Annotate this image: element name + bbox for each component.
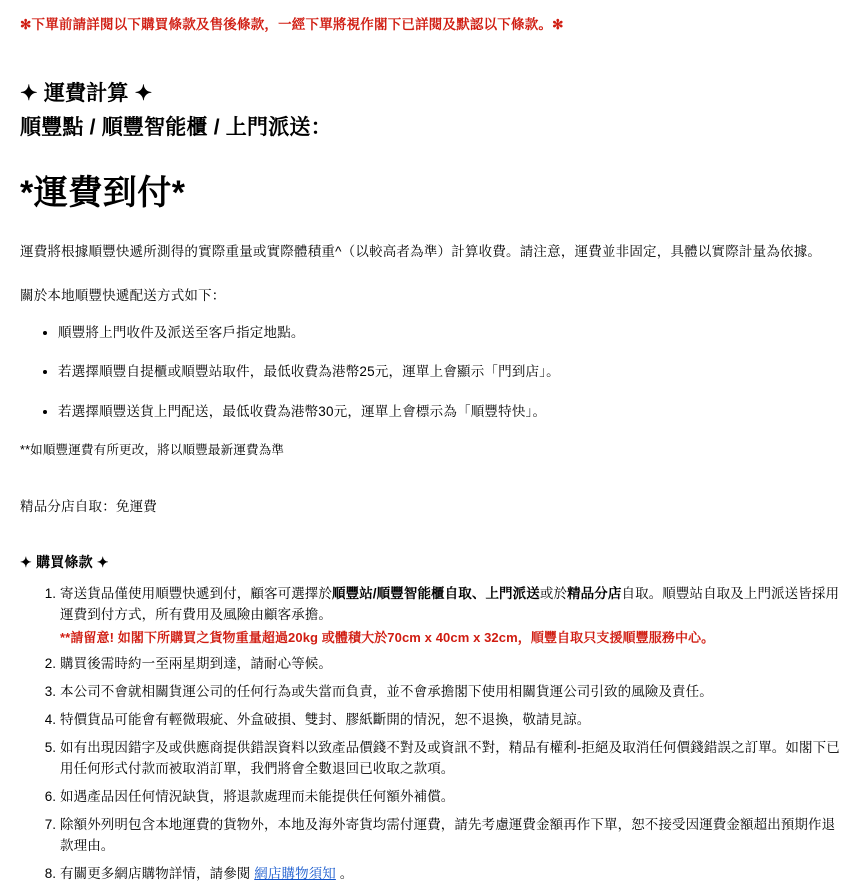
purchase-terms-title: ✦ 購買條款 ✦	[20, 553, 109, 570]
list-item: • 若選擇順豐自提櫃或順豐站取件，最低收費為港幣25元，運單上會顯示「門到店」。	[58, 361, 841, 383]
list-item: • 若選擇順豐送貨上門配送，最低收費為港幣30元，運單上會標示為「順豐特快」。	[58, 401, 841, 423]
terms-emphasis-text: 順豐站/順豐智能櫃自取、上門派送	[332, 585, 540, 601]
freight-collect-label: *運費到付*	[20, 173, 186, 212]
terms-text: 本公司不會就相關貨運公司的任何行為或失當而負責，並不會承擔閣下使用相關貨運公司引致的風險及責任。	[60, 684, 713, 700]
terms-text: 寄送貨品僅使用順豐快遞到付，顧客可選擇於	[60, 585, 332, 601]
terms-text: 購買後需時約一至兩星期到達，請耐心等候。	[60, 656, 332, 672]
shipping-intro-text: 運費將根據順豐快遞所測得的實際重量或實際體積重^（以較高者為準）計算收費。請注意，運費並非固定，具體以實際計量為依據。	[20, 244, 822, 260]
list-item: • 順豐將上門收件及派送至客戶指定地點。	[58, 322, 841, 344]
top-notice: ✻下單前請詳閱以下購買條款及售後條款，一經下單將視作閣下已詳閱及默認以下條款。✻	[20, 17, 564, 32]
terms-list-item	[60, 738, 841, 780]
local-delivery-intro: 關於本地順豐快遞配送方式如下：	[20, 287, 226, 303]
shipping-method-list	[20, 322, 841, 423]
shipping-subheading: 順豐點 / 順豐智能櫃 / 上門派送：	[20, 116, 332, 140]
terms-text: 如有出現因錯字及或供應商提供錯誤資料以致產品價錢不對及或資訊不對，精品有權利-拒絕及取消任何價錢錯誤之訂單。如閣下已用任何形式付款而被取消訂單，我們將會全數退回已收取之款項。	[60, 740, 840, 776]
terms-list-item	[60, 654, 841, 675]
terms-warning-text: **請留意! 如閣下所購買之貨物重量超過20kg 或體積大於70cm x 40cm x 32cm，順豐自取只支援順豐服務中心。	[60, 629, 715, 645]
terms-text: 或於	[539, 585, 568, 601]
terms-emphasis-text: 精品分店	[567, 585, 622, 601]
terms-text: 。	[335, 865, 354, 881]
terms-list-item	[60, 710, 841, 731]
terms-text: 除額外列明包含本地運費的貨物外，本地及海外寄貨均需付運費，請先考慮運費金額再作下單，恕不接受因運費金額超出預期作退款理由。	[60, 816, 836, 853]
terms-text: 特價貨品可能會有輕微瑕疵、外盒破損、雙封、膠紙斷開的情況，恕不退換，敬請見諒。	[60, 712, 591, 728]
terms-text: 有關更多網店購物詳情，請參閱	[60, 865, 255, 881]
terms-list-item	[60, 864, 841, 885]
shopping-guide-link[interactable]: 網店購物須知	[254, 865, 336, 881]
terms-list-item	[60, 787, 841, 808]
spacer	[20, 35, 841, 79]
terms-list-item	[60, 682, 841, 703]
terms-list-item	[60, 584, 841, 647]
terms-text: 如遇產品因任何情況缺貨，將退款處理而未能提供任何額外補償。	[60, 788, 455, 804]
terms-list-item	[60, 815, 841, 857]
shipping-change-note: **如順豐運費有所更改，將以順豐最新運費為準	[20, 443, 285, 458]
terms-text: 自取。順豐站自取及上門派送皆採用運費到付方式，所有費用及風險由顧客承擔。	[60, 585, 840, 622]
purchase-terms-list	[20, 584, 841, 885]
shipping-heading: ✦ 運費計算 ✦	[20, 81, 153, 105]
shop-pickup-note: 精品分店自取：免運費	[20, 499, 157, 515]
